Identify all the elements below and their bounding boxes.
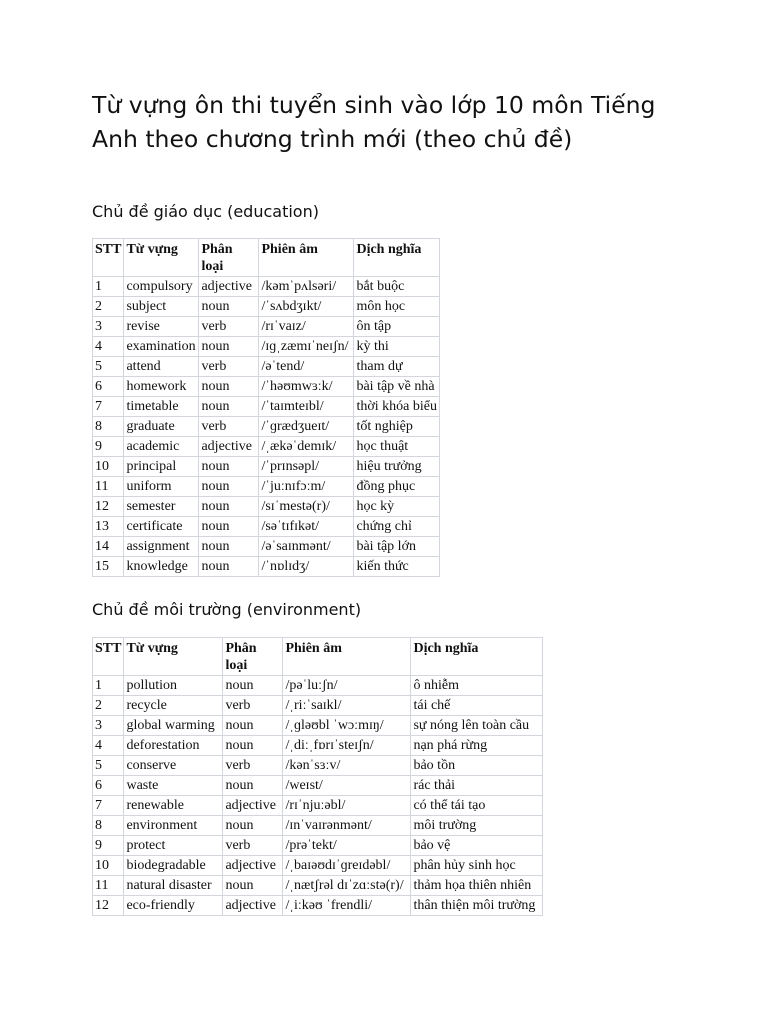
- table-row: [93, 816, 543, 836]
- cell-word: graduate: [124, 417, 199, 437]
- cell-word: environment: [124, 816, 223, 836]
- cell-ipa: /weɪst/: [283, 776, 411, 796]
- cell-meaning: thân thiện môi trường: [411, 896, 543, 916]
- column-header-meaning: Dịch nghĩa: [411, 638, 543, 676]
- cell-word: principal: [124, 457, 199, 477]
- table-row: [93, 377, 440, 397]
- cell-ipa: /ˈnɒlɪdʒ/: [259, 557, 354, 577]
- cell-stt: 11: [93, 477, 124, 497]
- cell-word: recycle: [124, 696, 223, 716]
- cell-type: noun: [223, 816, 283, 836]
- cell-type: verb: [199, 417, 259, 437]
- cell-meaning: ô nhiễm: [411, 676, 543, 696]
- cell-type: adjective: [223, 796, 283, 816]
- cell-stt: 15: [93, 557, 124, 577]
- table-row: [93, 517, 440, 537]
- cell-ipa: /ˈtaɪmteɪbl/: [259, 397, 354, 417]
- cell-meaning: nạn phá rừng: [411, 736, 543, 756]
- cell-ipa: /səˈtɪfɪkət/: [259, 517, 354, 537]
- cell-ipa: /ˌækəˈdemɪk/: [259, 437, 354, 457]
- cell-word: revise: [124, 317, 199, 337]
- cell-ipa: /pəˈluːʃn/: [283, 676, 411, 696]
- cell-type: noun: [199, 457, 259, 477]
- cell-ipa: /əˈsaɪnmənt/: [259, 537, 354, 557]
- cell-ipa: /ˌdiːˌfɒrɪˈsteɪʃn/: [283, 736, 411, 756]
- cell-type: noun: [199, 297, 259, 317]
- cell-word: academic: [124, 437, 199, 457]
- table-row: [93, 357, 440, 377]
- page-title: Từ vựng ôn thi tuyển sinh vào lớp 10 môn Tiếng Anh theo chương trình mới (theo chủ đề): [92, 91, 656, 153]
- table-row: [93, 557, 440, 577]
- cell-ipa: /rɪˈnjuːəbl/: [283, 796, 411, 816]
- cell-type: verb: [199, 357, 259, 377]
- cell-ipa: /ɪnˈvaɪrənmənt/: [283, 816, 411, 836]
- table-row: [93, 696, 543, 716]
- cell-type: adjective: [199, 277, 259, 297]
- cell-stt: 9: [93, 836, 124, 856]
- cell-ipa: /ɪɡˌzæmɪˈneɪʃn/: [259, 337, 354, 357]
- table-row: [93, 856, 543, 876]
- cell-type: noun: [223, 676, 283, 696]
- cell-word: homework: [124, 377, 199, 397]
- cell-ipa: /ˌbaɪəʊdɪˈɡreɪdəbl/: [283, 856, 411, 876]
- cell-word: examination: [124, 337, 199, 357]
- cell-stt: 7: [93, 796, 124, 816]
- cell-meaning: chứng chỉ: [354, 517, 440, 537]
- column-header-ipa: Phiên âm: [283, 638, 411, 676]
- cell-word: renewable: [124, 796, 223, 816]
- cell-type: adjective: [223, 896, 283, 916]
- table-row: [93, 297, 440, 317]
- cell-word: subject: [124, 297, 199, 317]
- table-header-row: [93, 638, 543, 676]
- cell-word: waste: [124, 776, 223, 796]
- cell-stt: 13: [93, 517, 124, 537]
- table-body: [93, 277, 440, 577]
- column-header-type: Phân loại: [199, 239, 259, 277]
- vocab-table-education: [92, 238, 440, 577]
- cell-word: protect: [124, 836, 223, 856]
- cell-type: adjective: [199, 437, 259, 457]
- cell-meaning: thời khóa biểu: [354, 397, 440, 417]
- column-header-type: Phân loại: [223, 638, 283, 676]
- cell-stt: 1: [93, 277, 124, 297]
- cell-ipa: /ˌriːˈsaɪkl/: [283, 696, 411, 716]
- cell-meaning: bảo vệ: [411, 836, 543, 856]
- cell-type: adjective: [223, 856, 283, 876]
- cell-meaning: sự nóng lên toàn cầu: [411, 716, 543, 736]
- cell-stt: 3: [93, 317, 124, 337]
- cell-type: noun: [199, 497, 259, 517]
- table-row: [93, 417, 440, 437]
- table-row: [93, 277, 440, 297]
- cell-meaning: bài tập lớn: [354, 537, 440, 557]
- table-row: [93, 676, 543, 696]
- cell-word: assignment: [124, 537, 199, 557]
- cell-stt: 12: [93, 896, 124, 916]
- table-row: [93, 537, 440, 557]
- table-header-row: [93, 239, 440, 277]
- table-row: [93, 736, 543, 756]
- cell-meaning: hiệu trưởng: [354, 457, 440, 477]
- cell-word: natural disaster: [124, 876, 223, 896]
- cell-word: certificate: [124, 517, 199, 537]
- column-header-ipa: Phiên âm: [259, 239, 354, 277]
- table-row: [93, 397, 440, 417]
- cell-ipa: /ˈjuːnɪfɔːm/: [259, 477, 354, 497]
- cell-word: attend: [124, 357, 199, 377]
- cell-word: global warming: [124, 716, 223, 736]
- cell-meaning: tốt nghiệp: [354, 417, 440, 437]
- cell-stt: 8: [93, 816, 124, 836]
- cell-meaning: tái chế: [411, 696, 543, 716]
- cell-meaning: đồng phục: [354, 477, 440, 497]
- column-header-word: Từ vựng: [124, 239, 199, 277]
- cell-type: noun: [199, 377, 259, 397]
- cell-stt: 7: [93, 397, 124, 417]
- cell-ipa: /rɪˈvaɪz/: [259, 317, 354, 337]
- table-body: [93, 676, 543, 916]
- table-row: [93, 776, 543, 796]
- cell-stt: 3: [93, 716, 124, 736]
- cell-ipa: /əˈtend/: [259, 357, 354, 377]
- cell-stt: 14: [93, 537, 124, 557]
- cell-type: noun: [199, 337, 259, 357]
- cell-meaning: bài tập về nhà: [354, 377, 440, 397]
- cell-ipa: /ˌiːkəʊ ˈfrendli/: [283, 896, 411, 916]
- table-row: [93, 457, 440, 477]
- cell-meaning: rác thải: [411, 776, 543, 796]
- table-row: [93, 477, 440, 497]
- table-row: [93, 337, 440, 357]
- cell-stt: 2: [93, 696, 124, 716]
- column-header-meaning: Dịch nghĩa: [354, 239, 440, 277]
- column-header-stt: STT: [93, 239, 124, 277]
- cell-word: semester: [124, 497, 199, 517]
- cell-type: noun: [223, 736, 283, 756]
- cell-word: biodegradable: [124, 856, 223, 876]
- table-row: [93, 497, 440, 517]
- cell-stt: 8: [93, 417, 124, 437]
- cell-type: noun: [223, 716, 283, 736]
- cell-word: conserve: [124, 756, 223, 776]
- cell-stt: 4: [93, 736, 124, 756]
- table-row: [93, 716, 543, 736]
- cell-ipa: /kənˈsɜːv/: [283, 756, 411, 776]
- cell-meaning: môn học: [354, 297, 440, 317]
- cell-stt: 6: [93, 776, 124, 796]
- table-row: [93, 317, 440, 337]
- table-row: [93, 876, 543, 896]
- table-row: [93, 437, 440, 457]
- cell-word: knowledge: [124, 557, 199, 577]
- column-header-word: Từ vựng: [124, 638, 223, 676]
- cell-type: noun: [199, 537, 259, 557]
- cell-stt: 6: [93, 377, 124, 397]
- cell-type: noun: [199, 517, 259, 537]
- cell-ipa: /ˈhəʊmwɜːk/: [259, 377, 354, 397]
- cell-word: compulsory: [124, 277, 199, 297]
- cell-type: noun: [223, 876, 283, 896]
- cell-ipa: /sɪˈmestə(r)/: [259, 497, 354, 517]
- cell-stt: 10: [93, 457, 124, 477]
- cell-type: noun: [199, 477, 259, 497]
- cell-type: verb: [223, 756, 283, 776]
- cell-ipa: /prəˈtekt/: [283, 836, 411, 856]
- cell-type: noun: [223, 776, 283, 796]
- cell-ipa: /kəmˈpʌlsəri/: [259, 277, 354, 297]
- cell-type: verb: [223, 696, 283, 716]
- cell-meaning: bảo tồn: [411, 756, 543, 776]
- column-header-stt: STT: [93, 638, 124, 676]
- cell-meaning: kiến thức: [354, 557, 440, 577]
- cell-word: uniform: [124, 477, 199, 497]
- cell-meaning: học kỳ: [354, 497, 440, 517]
- cell-ipa: /ˌɡləʊbl ˈwɔːmɪŋ/: [283, 716, 411, 736]
- cell-meaning: thảm họa thiên nhiên: [411, 876, 543, 896]
- cell-stt: 5: [93, 357, 124, 377]
- cell-type: noun: [199, 397, 259, 417]
- cell-meaning: ôn tập: [354, 317, 440, 337]
- cell-ipa: /ˈsʌbdʒɪkt/: [259, 297, 354, 317]
- cell-type: verb: [199, 317, 259, 337]
- table-row: [93, 796, 543, 816]
- cell-word: deforestation: [124, 736, 223, 756]
- cell-stt: 2: [93, 297, 124, 317]
- cell-type: noun: [199, 557, 259, 577]
- vocab-table-environment: [92, 637, 543, 916]
- table-row: [93, 896, 543, 916]
- cell-ipa: /ˌnætʃrəl dɪˈzɑːstə(r)/: [283, 876, 411, 896]
- cell-meaning: tham dự: [354, 357, 440, 377]
- cell-meaning: bắt buộc: [354, 277, 440, 297]
- cell-stt: 9: [93, 437, 124, 457]
- cell-stt: 12: [93, 497, 124, 517]
- cell-meaning: có thể tái tạo: [411, 796, 543, 816]
- cell-ipa: /ˈprɪnsəpl/: [259, 457, 354, 477]
- cell-meaning: học thuật: [354, 437, 440, 457]
- cell-meaning: kỳ thi: [354, 337, 440, 357]
- cell-type: verb: [223, 836, 283, 856]
- cell-meaning: phân hủy sinh học: [411, 856, 543, 876]
- cell-stt: 5: [93, 756, 124, 776]
- table-row: [93, 756, 543, 776]
- table-row: [93, 836, 543, 856]
- cell-word: eco-friendly: [124, 896, 223, 916]
- cell-word: pollution: [124, 676, 223, 696]
- cell-stt: 4: [93, 337, 124, 357]
- section-heading-education: Chủ đề giáo dục (education): [92, 202, 319, 221]
- cell-stt: 10: [93, 856, 124, 876]
- section-heading-environment: Chủ đề môi trường (environment): [92, 600, 362, 619]
- cell-stt: 11: [93, 876, 124, 896]
- cell-word: timetable: [124, 397, 199, 417]
- cell-ipa: /ˈɡrædʒueɪt/: [259, 417, 354, 437]
- cell-meaning: môi trường: [411, 816, 543, 836]
- cell-stt: 1: [93, 676, 124, 696]
